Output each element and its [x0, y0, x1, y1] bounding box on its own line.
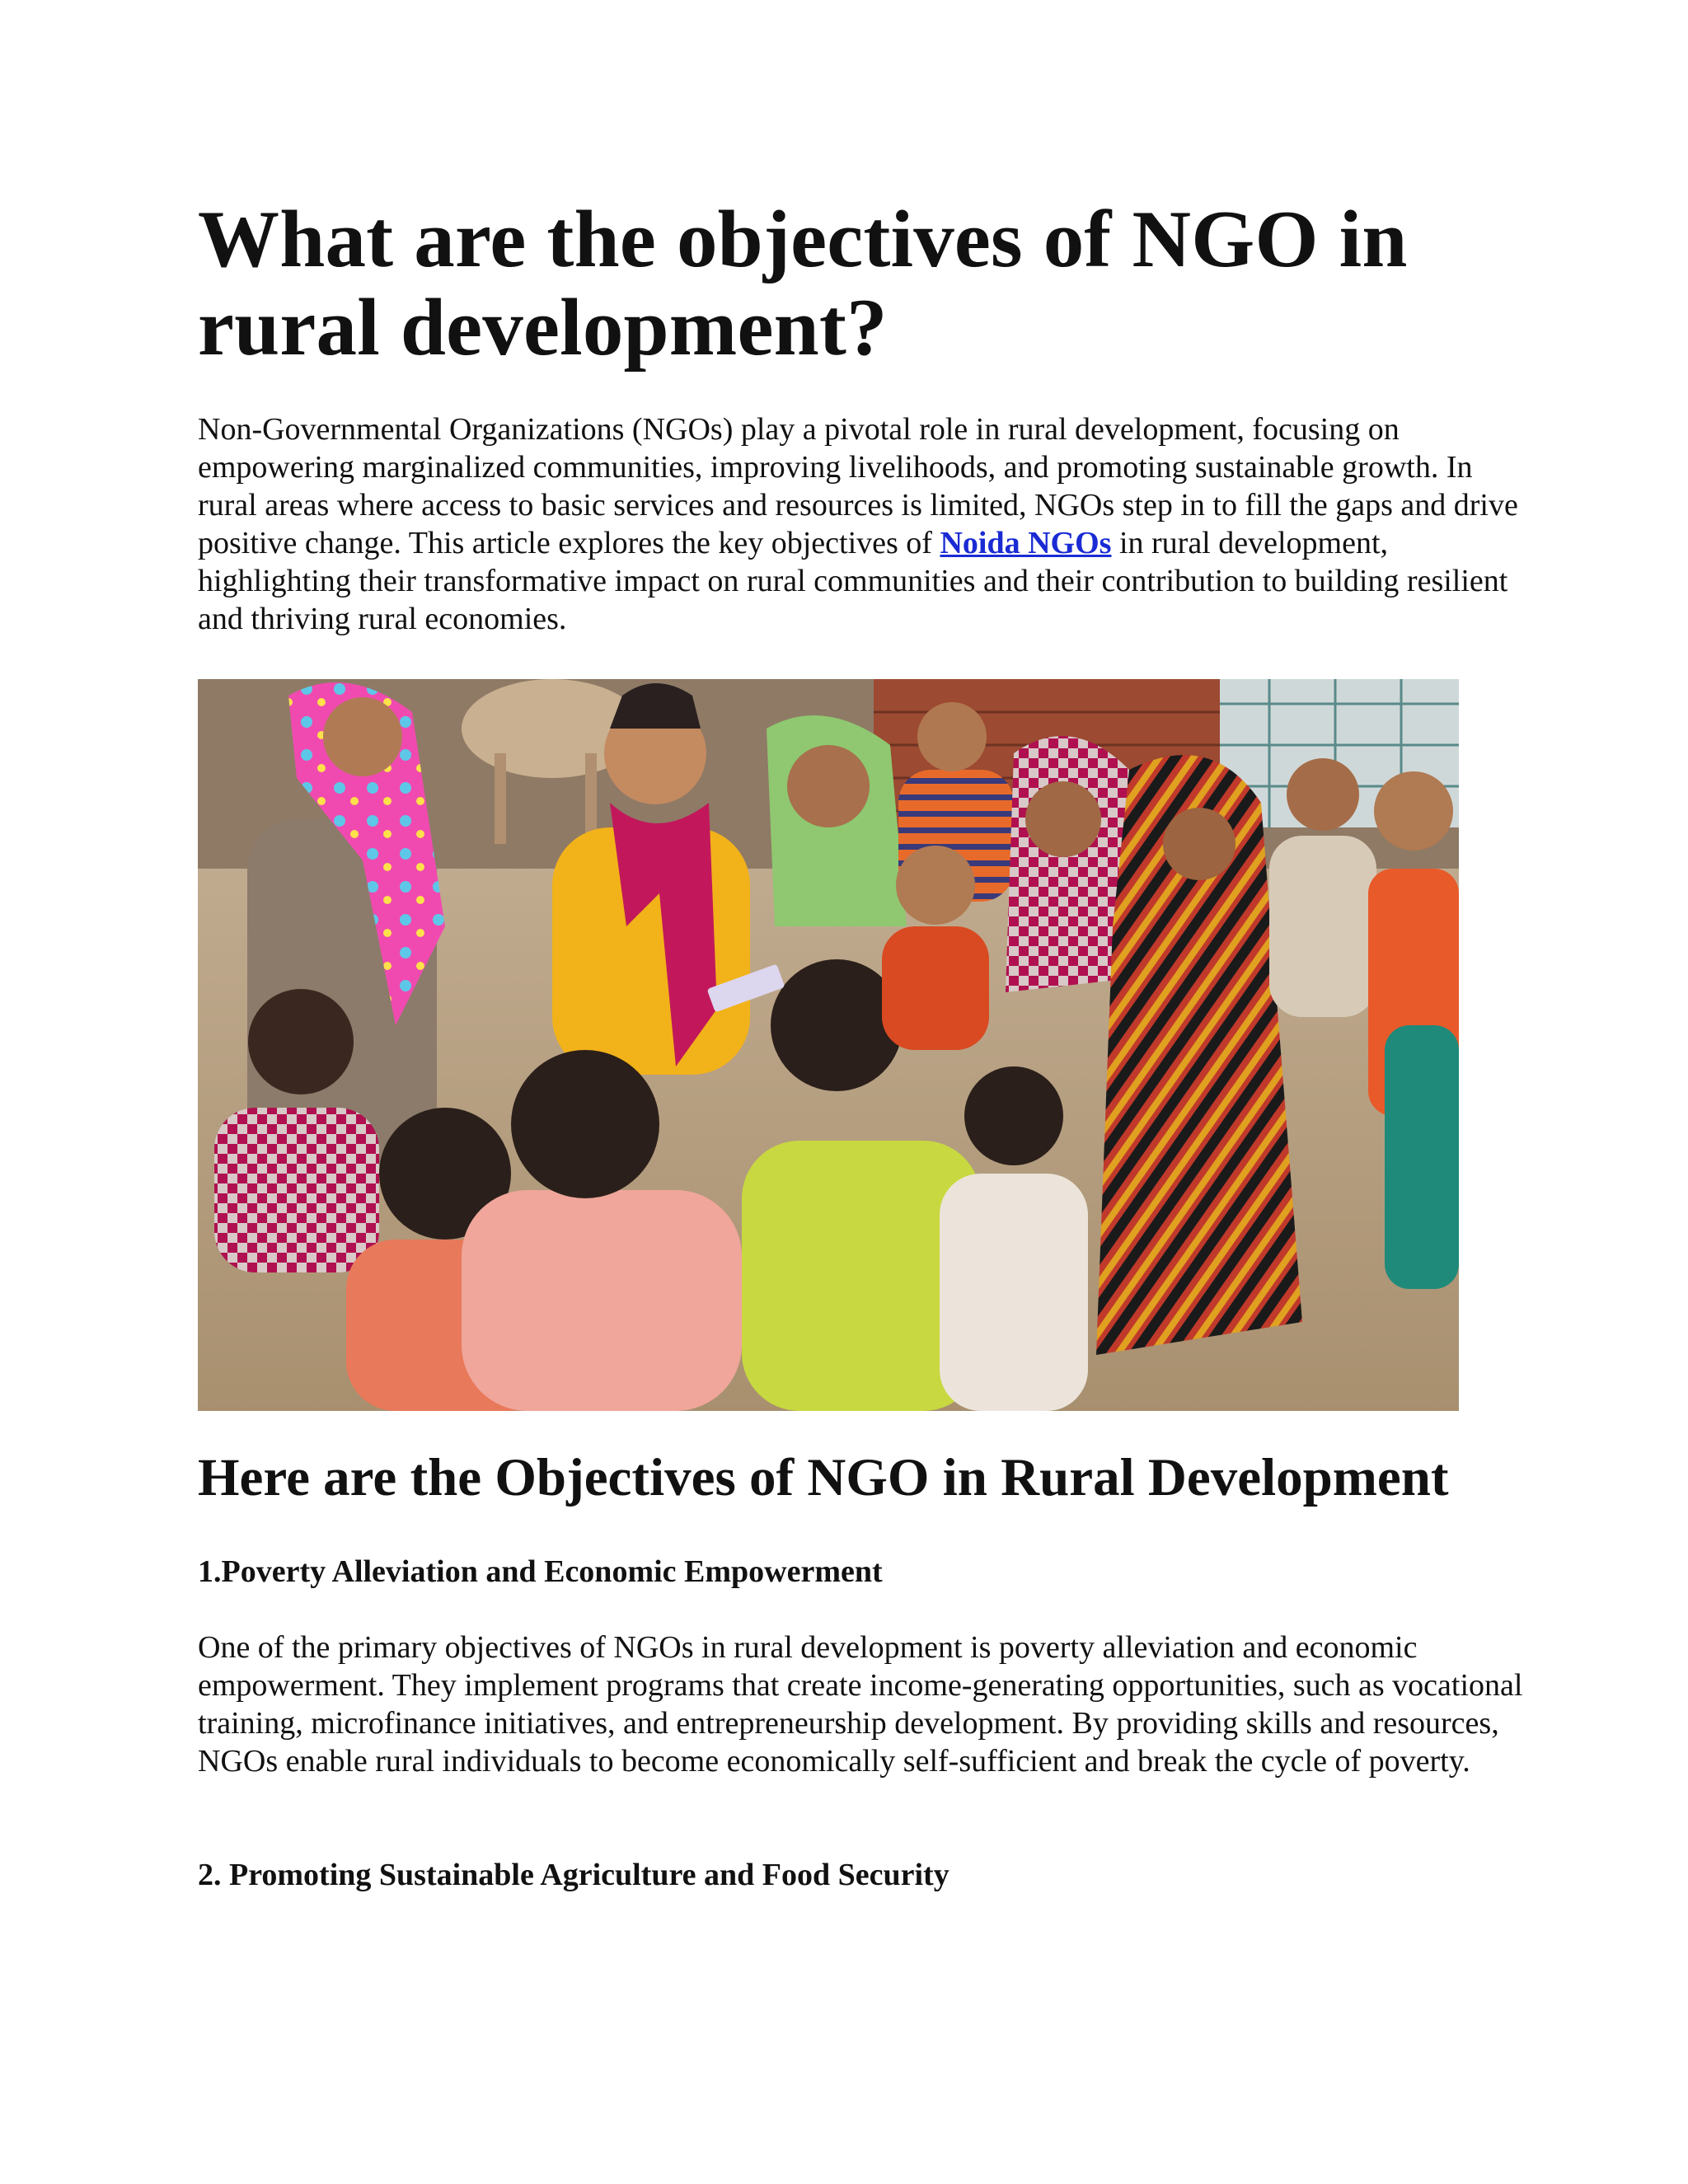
noida-ngos-link[interactable]: Noida NGOs	[940, 526, 1112, 560]
objective-1-title: 1.Poverty Alleviation and Economic Empowerment	[198, 1554, 883, 1589]
objective-2-title: 2. Promoting Sustainable Agriculture and Food Security	[198, 1858, 950, 1892]
intro-paragraph	[198, 410, 1525, 638]
intro-text-end: in rural development, highlighting their transformative impact on rural communities and their contribution to building resilient and thriving rural economies.	[198, 526, 1508, 636]
page-title: What are the objectives of NGO in rural development?	[198, 194, 1408, 373]
hero-photo-illustration	[198, 679, 1459, 1411]
section-heading: Here are the Objectives of NGO in Rural Development	[198, 1448, 1449, 1507]
hero-photo	[198, 679, 1459, 1411]
objective-1-body: One of the primary objectives of NGOs in rural development is poverty alleviation and economic empowerment. They implement programs that create income-generating opportunities, such as vocational training, microfinance initiatives, and entrepreneurship development. By providing skills and resources, NGOs enable rural individuals to become economically self-sufficient and break the cycle of poverty.	[198, 1630, 1523, 1779]
intro-text-start: Non-Governmental Organizations (NGOs) play a pivotal role in rural development, focusing on empowering marginalized communities, improving livelihoods, and promoting sustainable growth. In rural areas where access to basic services and resources is limited, NGOs step in to fill the gaps and drive positive change. This article explores the key objectives of	[198, 412, 1518, 560]
